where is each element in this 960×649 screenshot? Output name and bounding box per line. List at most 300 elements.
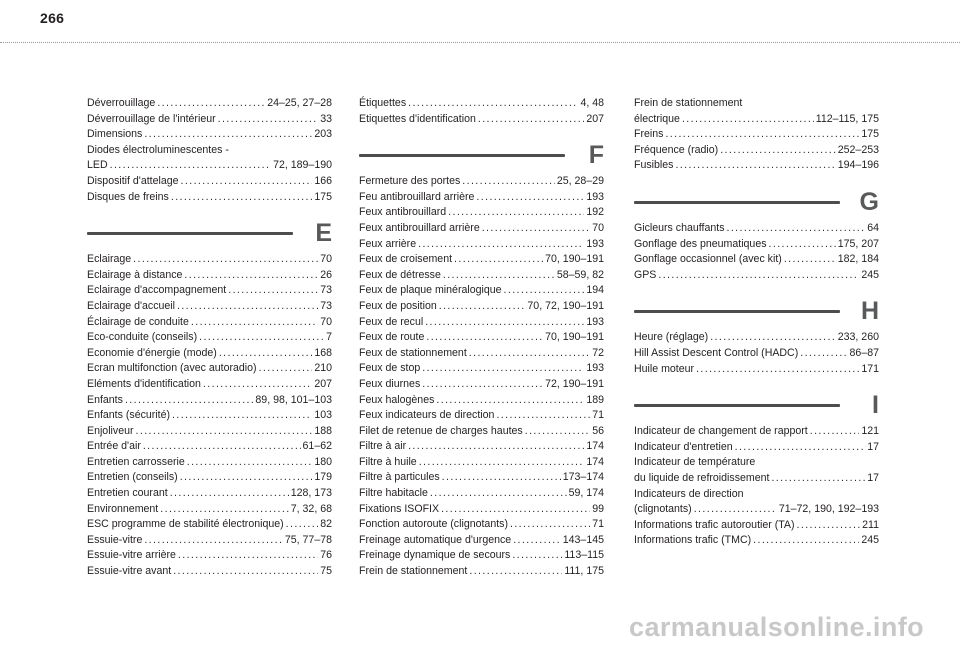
index-entry-row	[87, 408, 332, 424]
index-entry-label: Environnement	[87, 502, 159, 515]
index-entry-label: Enjoliveur	[87, 424, 134, 437]
index-entry-pages: 111, 175	[564, 565, 604, 578]
index-entry-label: Filtre habitacle	[359, 487, 428, 500]
index-entry-label: Economie d'énergie (mode)	[87, 346, 217, 359]
index-entry	[359, 517, 604, 533]
index-entry-pages: 182, 184	[837, 253, 879, 266]
index-entry-row	[359, 486, 604, 502]
index-entry-label: Filet de retenue de charges hautes	[359, 424, 523, 437]
index-entry-label: Frein de stationnement	[359, 565, 468, 578]
index-entry-label: Filtre à huile	[359, 455, 417, 468]
index-entry-label: Hill Assist Descent Control (HADC)	[634, 346, 799, 359]
index-entry-pages: 75, 77–78	[284, 533, 332, 546]
index-entry-row	[634, 112, 879, 128]
index-entry-pages: 72	[592, 346, 604, 359]
dot-leader	[418, 237, 584, 253]
index-entry-label: Feux de route	[359, 331, 425, 344]
index-entry	[87, 470, 332, 486]
index-entry-pages: 193	[586, 315, 604, 328]
index-entry	[87, 517, 332, 533]
index-entry-line: Indicateurs de direction	[634, 487, 744, 500]
index-entry-row	[634, 143, 879, 159]
index-entry-row	[634, 346, 879, 362]
index-entry-pages: 128, 173	[290, 487, 332, 500]
index-entry-pages: 194	[586, 284, 604, 297]
index-entry-row	[87, 315, 332, 331]
dot-leader	[675, 158, 835, 174]
section-header	[87, 219, 332, 248]
index-entry-pages: 7	[326, 331, 332, 344]
index-entry-label: Fréquence (radio)	[634, 143, 719, 156]
index-entry	[359, 205, 604, 221]
index-entry-row	[359, 424, 604, 440]
dot-leader	[191, 315, 318, 331]
index-entry-row	[359, 96, 604, 112]
index-entry-pages: 26	[320, 268, 332, 281]
index-entry-label: Feux de détresse	[359, 268, 441, 281]
index-entry-label: Gicleurs chauffants	[634, 221, 725, 234]
index-entry	[359, 299, 604, 315]
watermark: carmanualsonline.info	[629, 612, 924, 642]
dot-leader	[173, 564, 318, 580]
dot-leader	[180, 470, 313, 486]
index-entry-pages: 168	[314, 346, 332, 359]
dot-leader	[469, 346, 590, 362]
dot-leader	[408, 439, 584, 455]
index-entry	[87, 112, 332, 128]
index-entry	[634, 127, 879, 143]
dot-leader	[144, 533, 283, 549]
section-letter: H	[860, 297, 879, 326]
dot-leader	[658, 268, 859, 284]
index-column-1	[87, 96, 332, 580]
dot-leader	[735, 440, 866, 456]
index-entry	[359, 315, 604, 331]
dot-leader	[181, 174, 313, 190]
index-entry-row	[359, 221, 604, 237]
section-letter: E	[315, 219, 332, 248]
index-entry-label: Informations trafic (TMC)	[634, 534, 752, 547]
section-divider	[87, 232, 293, 235]
dot-leader	[426, 330, 543, 346]
index-entry-pages: 24–25, 27–28	[267, 97, 332, 109]
index-entry-pages: 174	[586, 440, 604, 453]
section-header	[359, 141, 604, 170]
index-entry-pages: 70, 190–191	[545, 331, 604, 344]
index-entry-row	[87, 190, 332, 206]
index-entry-label: Eclairage	[87, 253, 132, 266]
index-entry-label: (clignotants)	[634, 503, 692, 516]
index-entry	[359, 346, 604, 362]
index-entry-pages: 70	[320, 253, 332, 266]
index-entry-label: Informations trafic autoroutier (TA)	[634, 518, 795, 531]
dot-leader	[171, 190, 312, 206]
index-entry-row	[634, 330, 879, 346]
dot-leader	[203, 377, 312, 393]
index-entry-line: Indicateur de température	[634, 456, 756, 469]
index-entry	[359, 174, 604, 190]
index-entry-pages: 64	[867, 221, 879, 234]
index-entry-pages: 207	[314, 377, 332, 390]
index-entry-row	[359, 315, 604, 331]
index-entry-pages: 61–62	[302, 440, 332, 453]
index-entry-row	[87, 424, 332, 440]
index-entry-label: Eco-conduite (conseils)	[87, 331, 198, 344]
index-entry-label: Déverrouillage	[87, 97, 156, 109]
header-rule	[0, 42, 960, 43]
index-entry	[634, 143, 879, 159]
index-entry-label: Entretien (conseils)	[87, 471, 178, 484]
index-entry-pages: 71	[592, 518, 604, 531]
section-letter: I	[872, 391, 879, 420]
dot-leader	[504, 283, 585, 299]
index-entry	[87, 299, 332, 315]
index-entry	[359, 112, 604, 128]
section-divider	[634, 201, 840, 204]
index-entry-label: Dimensions	[87, 128, 143, 141]
index-entry-row	[634, 268, 879, 284]
index-entry	[634, 346, 879, 362]
index-entry	[87, 361, 332, 377]
index-entry	[87, 408, 332, 424]
index-entry	[359, 393, 604, 409]
index-entry-pages: 193	[586, 237, 604, 250]
index-entry-pages: 89, 98, 101–103	[255, 393, 332, 406]
index-entry	[87, 268, 332, 284]
index-entry	[359, 470, 604, 486]
dot-leader	[125, 393, 253, 409]
index-entry	[87, 190, 332, 206]
index-entry-pages: 179	[314, 471, 332, 484]
index-entry-pages: 210	[314, 362, 332, 375]
index-entry-row	[359, 237, 604, 253]
index-entry-label: Disques de freins	[87, 190, 169, 203]
index-entry-pages: 72, 190–191	[545, 377, 604, 390]
index-entry-pages: 188	[314, 424, 332, 437]
dot-leader	[170, 486, 289, 502]
index-entry-row	[87, 564, 332, 580]
dot-leader	[286, 517, 319, 533]
index-entry-label: Feux de croisement	[359, 253, 453, 266]
index-entry-label: Feux de stop	[359, 362, 421, 375]
index-entry-row	[359, 112, 604, 128]
section-divider	[359, 154, 565, 157]
dot-leader	[496, 408, 590, 424]
dot-leader	[436, 393, 584, 409]
index-entry	[359, 283, 604, 299]
index-entry-row	[359, 299, 604, 315]
index-entry-label: ESC programme de stabilité électronique)	[87, 518, 284, 531]
index-entry-pages: 70	[592, 221, 604, 234]
index-entry-row	[87, 455, 332, 471]
index-entry	[359, 408, 604, 424]
index-entry	[87, 283, 332, 299]
index-entry-row	[359, 408, 604, 424]
index-entry-label: Filtre à air	[359, 440, 407, 453]
index-entry-pages: 194–196	[837, 159, 879, 172]
index-entry-label: Freinage dynamique de secours	[359, 549, 511, 562]
index-entry-pages: 59, 174	[568, 487, 604, 500]
index-entry	[359, 268, 604, 284]
dot-leader	[469, 564, 562, 580]
index-entry	[634, 518, 879, 534]
index-entry-label: Freinage automatique d'urgence	[359, 533, 512, 546]
index-entry-row	[87, 158, 332, 174]
index-entry-row	[359, 174, 604, 190]
index-entry	[634, 487, 879, 518]
index-entry-row	[87, 439, 332, 455]
index-entry-row	[87, 127, 332, 143]
index-entry-pages: 252–253	[837, 143, 879, 156]
index-entry	[87, 143, 332, 174]
index-entry-row	[87, 268, 332, 284]
index-entry-row	[87, 377, 332, 393]
index-entry-row	[87, 330, 332, 346]
dot-leader	[510, 517, 590, 533]
dot-leader	[512, 548, 562, 564]
index-entry-pages: 56	[592, 424, 604, 437]
index-entry-pages: 207	[586, 112, 604, 125]
index-entry-pages: 245	[861, 534, 879, 547]
index-entry-pages: 75	[320, 565, 332, 578]
index-entry-pages: 143–145	[562, 533, 604, 546]
index-entry-label: Gonflage occasionnel (avec kit)	[634, 253, 782, 266]
dot-leader	[439, 299, 526, 315]
index-entry-row	[87, 361, 332, 377]
index-entry-pages: 7, 32, 68	[290, 502, 332, 515]
index-entry-label: Eclairage d'accompagnement	[87, 284, 227, 297]
index-entry-row	[87, 393, 332, 409]
index-entry	[359, 377, 604, 393]
index-entry-label: Eléments d'identification	[87, 377, 201, 390]
index-entry	[359, 96, 604, 112]
index-entry-label: Gonflage des pneumatiques	[634, 237, 767, 250]
index-entry-row	[359, 502, 604, 518]
index-entry-row	[634, 518, 879, 534]
index-entry-label: Indicateur d'entretien	[634, 440, 733, 453]
section-letter: G	[859, 187, 879, 216]
index-entry-row	[87, 470, 332, 486]
index-entry-pages: 73	[320, 284, 332, 297]
index-entry-label: Filtre à particules	[359, 471, 440, 484]
index-entry	[359, 533, 604, 549]
index-entry	[87, 455, 332, 471]
index-entry-row	[634, 221, 879, 237]
index-entry	[87, 252, 332, 268]
index-entry-pages: 71–72, 190, 192–193	[778, 503, 879, 516]
index-entry	[87, 393, 332, 409]
dot-leader	[784, 252, 836, 268]
index-entry-pages: 193	[586, 190, 604, 203]
dot-leader	[178, 548, 318, 564]
dot-leader	[476, 190, 584, 206]
index-entry	[359, 564, 604, 580]
index-entry-row	[634, 237, 879, 253]
index-entry-pages: 25, 28–29	[556, 175, 604, 188]
dot-leader	[441, 502, 590, 518]
index-entry-label: Feux de plaque minéralogique	[359, 284, 502, 297]
index-entry-label: Feux antibrouillard	[359, 206, 447, 219]
index-entry-pages: 73	[320, 299, 332, 312]
index-entry-pages: 173–174	[562, 471, 604, 484]
index-entry-pages: 233, 260	[837, 331, 879, 344]
index-entry-label: Feux de position	[359, 299, 437, 312]
index-entry-row	[87, 283, 332, 299]
index-entry	[359, 424, 604, 440]
index-entry-pages: 180	[314, 455, 332, 468]
index-entry-row	[359, 393, 604, 409]
index-entry-row	[87, 486, 332, 502]
index-entry-label: Freins	[634, 128, 664, 141]
index-entry-label: du liquide de refroidissement	[634, 471, 770, 484]
index-entry	[359, 237, 604, 253]
index-entry-row	[634, 127, 879, 143]
index-entry	[87, 533, 332, 549]
index-entry-row	[634, 440, 879, 456]
index-entry	[634, 424, 879, 440]
index-entry-line: Frein de stationnement	[634, 97, 743, 109]
index-entry-pages: 76	[320, 549, 332, 562]
index-entry-row	[359, 439, 604, 455]
page-number: 266	[40, 10, 65, 26]
dot-leader	[144, 127, 312, 143]
index-entry-label: Eclairage d'accueil	[87, 299, 175, 312]
dot-leader	[696, 362, 859, 378]
index-entry-row	[87, 96, 332, 112]
index-entry-label: Fusibles	[634, 159, 674, 172]
index-entry	[87, 330, 332, 346]
index-entry-row	[634, 362, 879, 378]
index-entry-pages: 245	[861, 268, 879, 281]
index-entry-pages: 175, 207	[837, 237, 879, 250]
dot-leader	[425, 315, 584, 331]
dot-leader	[682, 112, 814, 128]
dot-leader	[478, 112, 584, 128]
dot-leader	[408, 96, 578, 112]
index-entry-label: Dispositif d'attelage	[87, 174, 179, 187]
index-entry-label: Feux arrière	[359, 237, 417, 250]
dot-leader	[727, 221, 866, 237]
index-entry-row	[87, 174, 332, 190]
index-entry-pages: 175	[861, 128, 879, 141]
index-entry	[87, 127, 332, 143]
dot-leader	[187, 455, 313, 471]
dot-leader	[259, 361, 313, 377]
index-entry-pages: 99	[592, 502, 604, 515]
dot-leader	[462, 174, 555, 190]
dot-leader	[160, 502, 289, 518]
index-entry-label: Feux halogènes	[359, 393, 435, 406]
index-entry	[634, 533, 879, 549]
index-entry-label: Feu antibrouillard arrière	[359, 190, 475, 203]
dot-leader	[525, 424, 590, 440]
dot-leader	[172, 408, 312, 424]
index-entry-label: Heure (réglage)	[634, 331, 709, 344]
index-entry-label: Étiquettes	[359, 97, 407, 109]
section-letter: F	[588, 141, 604, 170]
index-entry-label: LED	[87, 159, 108, 172]
dot-leader	[177, 299, 318, 315]
index-entry-row	[359, 205, 604, 221]
index-entry-label: électrique	[634, 112, 680, 125]
index-entry-pages: 58–59, 82	[556, 268, 604, 281]
dot-leader	[184, 268, 318, 284]
index-entry	[87, 96, 332, 112]
index-entry	[87, 315, 332, 331]
index-entry	[359, 330, 604, 346]
index-entry	[87, 346, 332, 362]
index-entry-row	[87, 299, 332, 315]
section-divider	[634, 404, 840, 407]
index-entry	[87, 548, 332, 564]
index-entry-pages: 70	[320, 315, 332, 328]
index-entry	[87, 174, 332, 190]
index-entry-label: Huile moteur	[634, 362, 695, 375]
dot-leader	[753, 533, 859, 549]
index-entry-row	[359, 346, 604, 362]
index-entry-row	[87, 112, 332, 128]
index-entry-row	[359, 268, 604, 284]
index-entry-pages: 17	[867, 471, 879, 484]
index-entry-label: Feux antibrouillard arrière	[359, 221, 480, 234]
dot-leader	[199, 330, 324, 346]
index-entry-label: Déverrouillage de l'intérieur	[87, 112, 216, 125]
index-entry	[634, 455, 879, 486]
index-entry	[359, 439, 604, 455]
index-entry-row	[634, 533, 879, 549]
index-entry-row	[359, 190, 604, 206]
index-entry-row	[359, 517, 604, 533]
index-entry-label: Éclairage de conduite	[87, 315, 189, 328]
dot-leader	[797, 518, 861, 534]
index-entry-pages: 17	[867, 440, 879, 453]
dot-leader	[448, 205, 584, 221]
index-entry	[359, 502, 604, 518]
dot-leader	[454, 252, 543, 268]
index-entry-pages: 82	[320, 518, 332, 531]
index-entry-pages: 193	[586, 362, 604, 375]
index-entry-row	[359, 470, 604, 486]
index-entry-label: Eclairage à distance	[87, 268, 183, 281]
index-entry	[634, 96, 879, 127]
index-entry-pages: 70, 190–191	[545, 253, 604, 266]
index-entry	[359, 221, 604, 237]
dot-leader	[665, 127, 859, 143]
index-entry-pages: 174	[586, 455, 604, 468]
index-entry	[359, 455, 604, 471]
section-divider	[634, 310, 840, 313]
dot-leader	[143, 439, 301, 455]
dot-leader	[136, 424, 313, 440]
index-entry-row	[359, 533, 604, 549]
index-entry	[634, 330, 879, 346]
index-entry	[359, 486, 604, 502]
index-entry-label: Essuie-vitre arrière	[87, 549, 176, 562]
index-entry	[359, 252, 604, 268]
index-entry-row	[634, 471, 879, 487]
index-entry-pages: 203	[314, 128, 332, 141]
index-entry	[634, 158, 879, 174]
index-entry	[87, 502, 332, 518]
index-entry-pages: 211	[862, 518, 879, 531]
index-entry-label: Etiquettes d'identification	[359, 112, 476, 125]
index-entry-label: Essuie-vitre avant	[87, 565, 172, 578]
index-entry	[634, 362, 879, 378]
index-entry-pages: 103	[314, 409, 332, 422]
dot-leader	[710, 330, 836, 346]
index-entry-row	[634, 502, 879, 518]
index-entry-label: Enfants (sécurité)	[87, 409, 171, 422]
